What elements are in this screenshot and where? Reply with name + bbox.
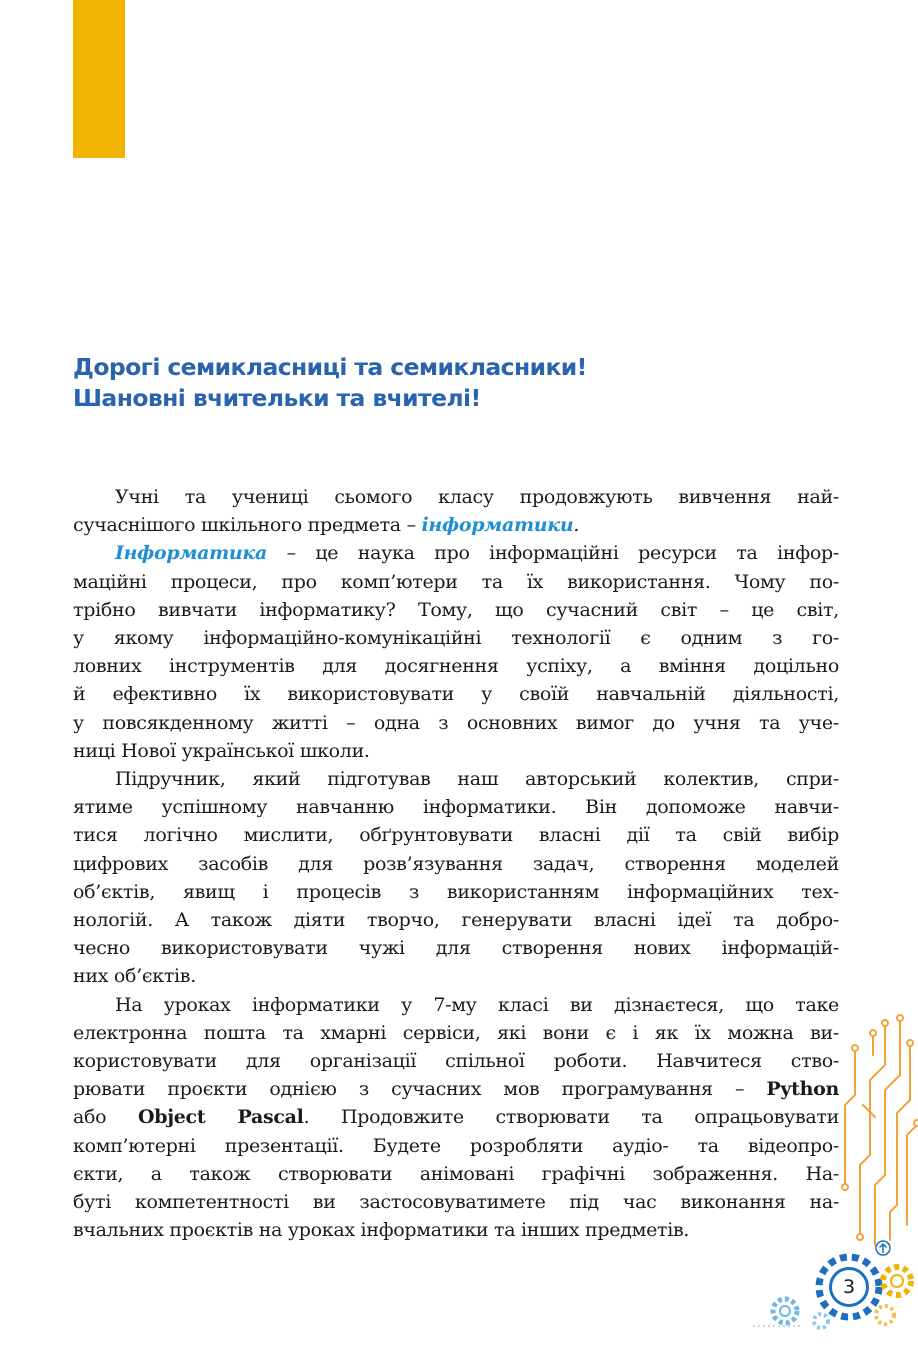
paragraph-2-line-2: маційні процеси, про комп’ютери та їх використання. Чому по- <box>73 570 839 593</box>
paragraph-2-line-3: трібно вивчати інформатику? Тому, що сучасний світ – це світ, <box>73 598 839 621</box>
paragraph-1-line-2 <box>73 511 839 539</box>
chapter-color-tab <box>73 0 125 158</box>
language-name: Python <box>766 1078 839 1101</box>
paragraph-4-line-9: вчальних проєктів на уроках інформатики та інших предметів. <box>73 1219 690 1242</box>
paragraph-4-line-3: користовувати для організації спільної роботи. Навчитеся ство- <box>73 1050 839 1073</box>
paragraph-3-line-3: тися логічно мислити, обґрунтовувати власні дії та свій вибір <box>73 824 839 847</box>
paragraph-3-line-6: нологій. А також діяти творчо, генерувати власні ідеї та добро- <box>73 909 839 932</box>
heading-line-2: Шановні вчительки та вчителі! <box>73 384 481 412</box>
text-fragment: сучаснішого шкільного предмета – <box>73 514 422 537</box>
paragraph-3-line-5: об’єктів, явищ і процесів з використанням інформаційних тех- <box>73 880 839 903</box>
paragraph-4-line-7: єкти, а також створювати анімовані графічні зображення. На- <box>73 1162 839 1185</box>
circuit-gears-decoration <box>745 1005 918 1360</box>
paragraph-4-line-8: буті компетентності ви застосовуватимете під час виконання на- <box>73 1191 839 1214</box>
text-fragment: рювати проєкти однією з сучасних мов програмування – <box>73 1078 767 1101</box>
paragraph-2-line-6: й ефективно їх використовувати у своїй навчальній діяльності, <box>73 683 839 706</box>
paragraph-3-line-1: Підручник, який підготував наш авторський колектив, спри- <box>115 768 839 791</box>
paragraph-2-line-8: ниці Нової української школи. <box>73 739 370 762</box>
paragraph-4-line-2: електронна пошта та хмарні сервіси, які вони є і як їх можна ви- <box>73 1021 839 1044</box>
paragraph-4-line-5 <box>73 1103 839 1131</box>
heading-line-1: Дорогі семикласниці та семикласники! <box>73 353 587 381</box>
text-fragment: . Продовжите створювати та опрацьовувати <box>303 1106 839 1129</box>
paragraph-4-line-4 <box>73 1075 839 1103</box>
paragraph-2-line-1 <box>73 539 839 567</box>
circuit-lines-icon <box>845 1020 917 1245</box>
language-name: Object Pascal <box>137 1106 304 1129</box>
paragraph-2-line-5: ловних інструментів для досягнення успіху, а вміння доцільно <box>73 655 839 678</box>
paragraph-3-line-2: ятиме успішному навчанню інформатики. Він допоможе навчи- <box>73 796 839 819</box>
paragraph-3-line-4: цифрових засобів для розв’язування задач, створення моделей <box>73 852 839 875</box>
paragraph-4-line-6: комп’ютерні презентації. Будете розробляти аудіо- та відеопро- <box>73 1134 839 1157</box>
text-fragment: – це наука про інформаційні ресурси та інфор- <box>267 542 839 565</box>
page-heading <box>73 352 873 414</box>
paragraph-1-line-1: Учні та учениці сьомого класу продовжують вивчення най- <box>115 486 839 508</box>
paragraph-3-line-7: чесно використовувати чужі для створення нових інформацій- <box>73 937 839 960</box>
text-fragment: або <box>73 1106 138 1129</box>
highlighted-term: інформатики <box>421 514 574 537</box>
highlighted-term: Інформатика <box>115 542 267 565</box>
paragraph-4-line-1: На уроках інформатики у 7-му класі ви дізнаєтеся, що таке <box>115 993 839 1016</box>
paragraph-2-line-7: у повсякденному житті – одна з основних вимог до учня та уче- <box>73 711 839 734</box>
paragraph-3-line-8: них об’єктів. <box>73 965 196 988</box>
paragraph-2-line-4: у якому інформаційно-комунікаційні технології є одним з го- <box>73 627 839 650</box>
body-text <box>73 483 839 1244</box>
page-number: 3 <box>829 1267 869 1307</box>
text-fragment: . <box>573 514 580 537</box>
